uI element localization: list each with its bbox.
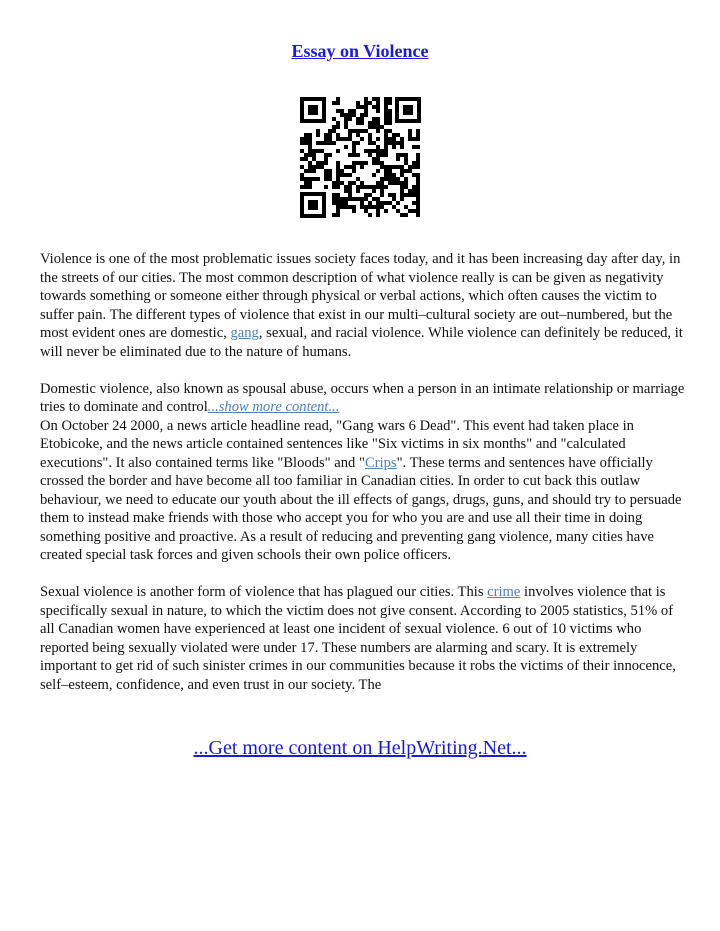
paragraph-sexual: [40, 583, 685, 694]
paragraph-intro: [40, 250, 685, 361]
paragraph-intro-text-end: , sexual, and racial violence. While violence can definitely be reduced, it will never be eliminated due to the nature of humans.: [40, 325, 683, 360]
paragraph-sexual-text-end: involves violence that is specifically sexual in nature, to which the victim does not give consent. According to 2005 statistics, 51% of all Canadian women have experienced at least one incident of sexual violence. 6 out of 10 victims who reported being sexually violated were under 17. These numbers are alarming and scary. It is extremely important to get rid of such sinister crimes in our communities because it robs the victims of their innocence, self–esteem, confidence, and even trust in our society. The: [40, 584, 676, 693]
crime-link[interactable]: crime: [487, 584, 521, 600]
essay-body: [40, 250, 685, 713]
gang-link[interactable]: gang: [230, 325, 259, 341]
get-more-content-link[interactable]: ...Get more content on HelpWriting.Net...: [193, 737, 527, 759]
page-title: [0, 38, 720, 64]
show-more-link[interactable]: ...show more content...: [207, 399, 340, 415]
paragraph-intro-text: Violence is one of the most problematic issues society faces today, and it has been increasing day after day, in the streets of our cities. The most common description of what violence really is can be given as negativity towards something or someone either through physical or verbal actions, which often causes the victim to suffer pain. The different types of violence that exist in our multi–cultural society are out–numbered, but the most evident ones are domestic,: [40, 251, 681, 341]
qr-code-icon: [300, 97, 421, 218]
paragraph-gang-text: On October 24 2000, a news article headline read, "Gang wars 6 Dead". This event had taken place in Etobicoke, and the news article contained sentences like "Six victims in six months" and "calculated executions". It also contained terms like "Bloods" and ": [40, 417, 634, 471]
title-link[interactable]: Essay on Violence: [291, 41, 429, 61]
footer: [0, 734, 720, 762]
paragraph-sexual-text: Sexual violence is another form of violence that has plagued our cities. This: [40, 584, 488, 600]
paragraph-gang: [40, 417, 685, 565]
paragraph-domestic-text: Domestic violence, also known as spousal abuse, occurs when a person in an intimate relationship or marriage tries to dominate and control: [40, 380, 685, 415]
crips-link[interactable]: Crips: [364, 454, 397, 471]
paragraph-domestic: [40, 380, 685, 417]
paragraph-gang-text-end: ". These terms and sentences have officially crossed the border and have become all too familiar in Canadian cities. In order to cut back this outlaw behaviour, we need to educate our youth about the ill effects of gangs, drugs, guns, and should try to persuade them to instead make friends with those who accept you for who you are and use all their time in doing something positive and proactive. As a result of reducing and preventing gang violence, many cities have created special task forces and given schools their own police officers.: [40, 454, 682, 563]
